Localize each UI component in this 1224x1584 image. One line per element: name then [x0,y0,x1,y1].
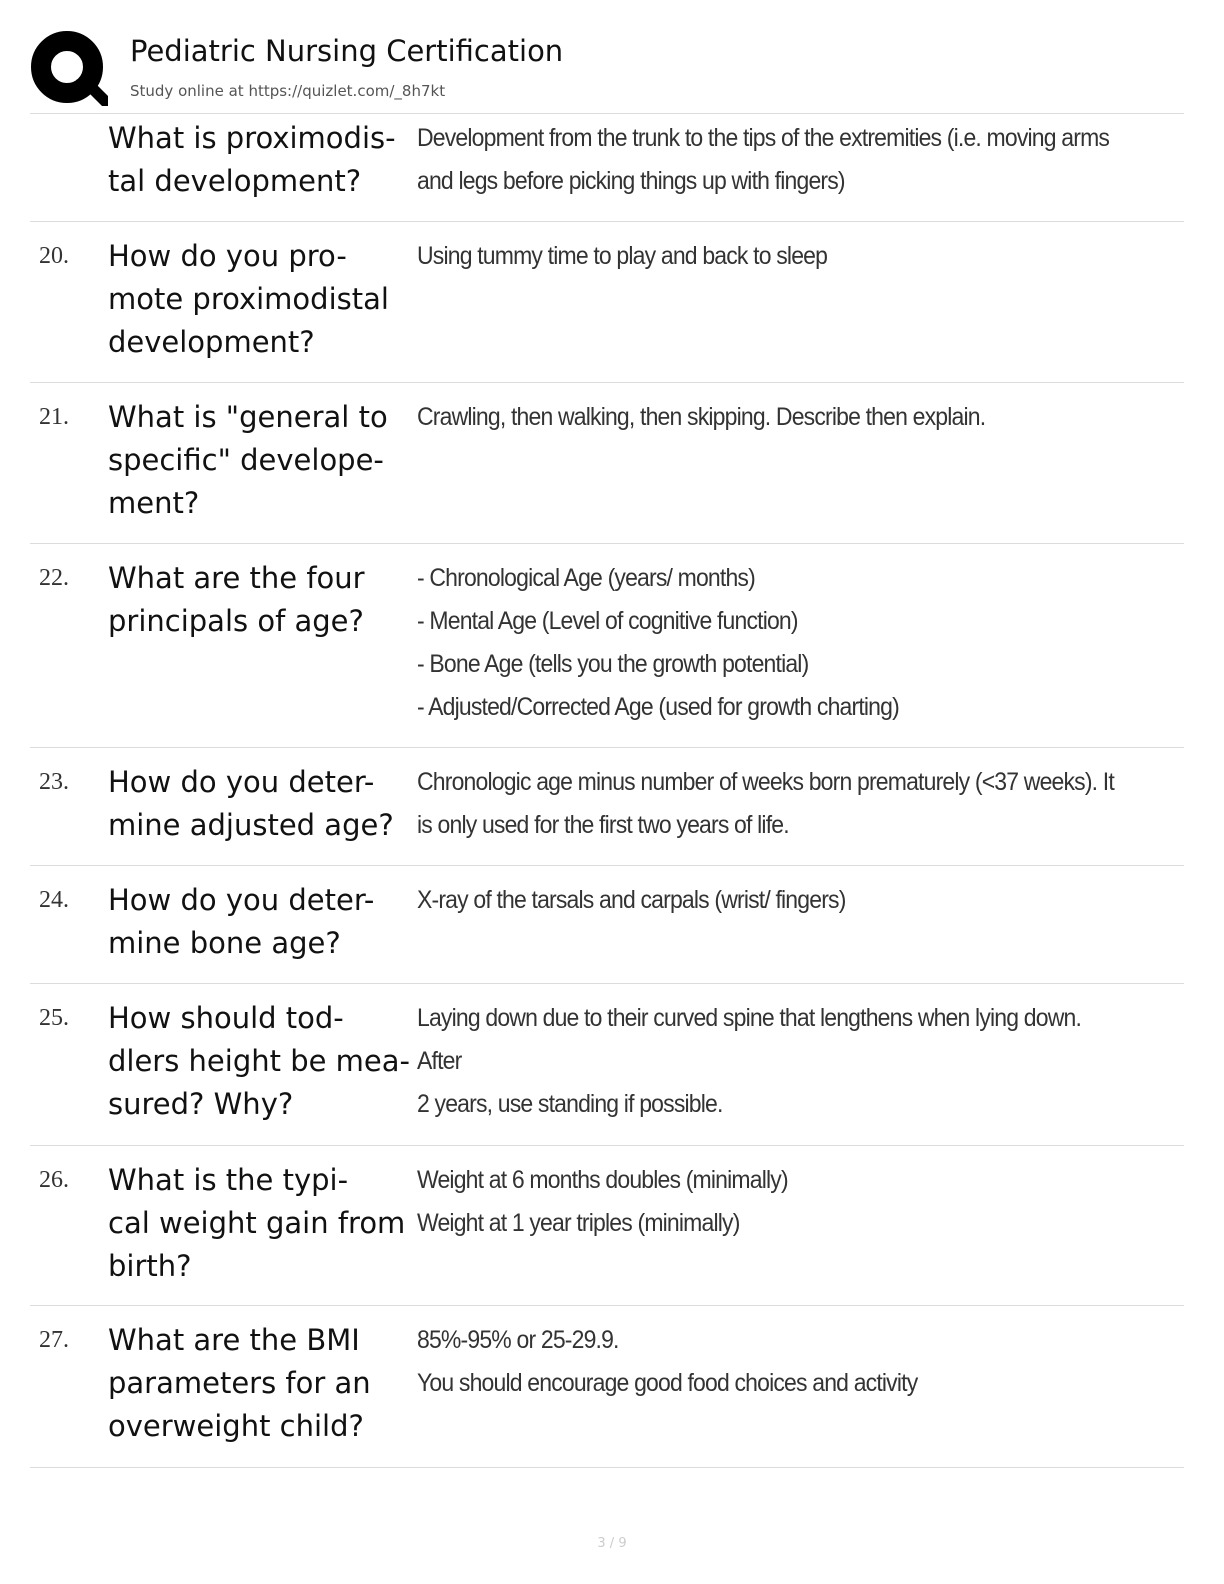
card-answer: Chronologic age minus number of weeks born prematurely (<37 weeks). It is only used for the first two years of life. [417,768,1114,839]
page-number: 3 / 9 [597,1536,627,1551]
card-question: What is proximodis- tal development? [108,121,396,198]
card-number: 25. [39,1005,69,1031]
card-answer: Crawling, then walking, then skipping. Describe then explain. [417,403,986,431]
card-question: What is the typi- cal weight gain from birth? [108,1163,406,1283]
divider [30,865,1184,866]
card-answer: 85%-95% or 25-29.9. You should encourage good food choices and activity [417,1326,918,1397]
card-question: What are the BMI parameters for an overweight child? [108,1323,371,1443]
divider [30,983,1184,984]
study-link[interactable]: Study online at https://quizlet.com/_8h7kt [130,82,446,100]
divider [30,1145,1184,1146]
divider [30,1305,1184,1306]
card-question: How should tod- dlers height be mea- sured? Why? [108,1001,411,1121]
divider [30,1467,1184,1468]
card-question: What is "general to specific" develope- ment? [108,400,388,520]
card-question: How do you pro- mote proximodistal development? [108,239,389,359]
quizlet-logo-icon [30,30,108,108]
card-number: 22. [39,565,69,591]
card-number: 26. [39,1167,69,1193]
divider [30,543,1184,544]
divider [30,221,1184,222]
card-answer: Laying down due to their curved spine that lengthens when lying down. After 2 years, use standing if possible. [417,1004,1082,1118]
card-question: What are the four principals of age? [108,561,365,638]
card-number: 20. [39,243,69,269]
card-question: How do you deter- mine adjusted age? [108,765,394,842]
divider [30,747,1184,748]
card-number: 23. [39,769,69,795]
card-question: How do you deter- mine bone age? [108,883,375,960]
card-number: 27. [39,1327,69,1353]
card-number: 24. [39,887,69,913]
card-answer: - Chronological Age (years/ months) - Mental Age (Level of cognitive function) - Bone Age (tells you the growth potential) - Adjusted/Corrected Age (used for growth charting) [417,564,899,721]
card-answer: Weight at 6 months doubles (minimally) Weight at 1 year triples (minimally) [417,1166,788,1237]
page-title: Pediatric Nursing Certification [130,34,564,68]
card-number: 21. [39,404,69,430]
divider [30,382,1184,383]
divider [30,113,1184,114]
card-answer: X-ray of the tarsals and carpals (wrist/ fingers) [417,886,846,914]
card-answer: Using tummy time to play and back to sleep [417,242,828,270]
card-answer: Development from the trunk to the tips of the extremities (i.e. moving arms and legs before picking things up with fingers) [417,124,1110,195]
